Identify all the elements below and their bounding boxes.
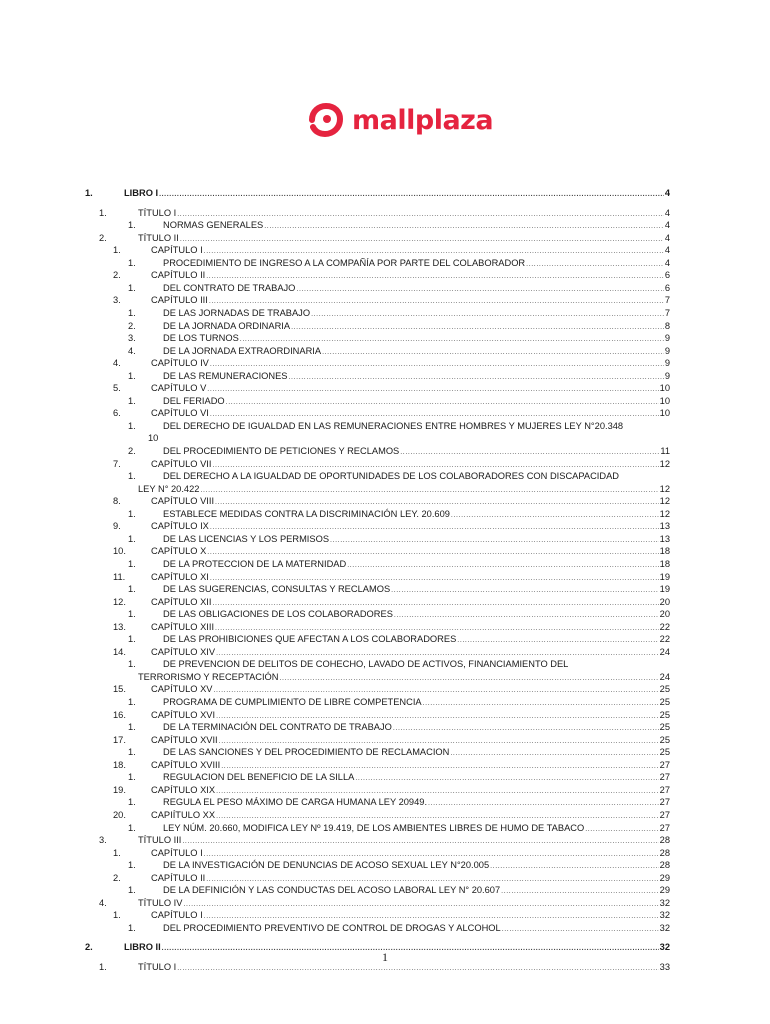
toc-entry-number: 9. — [113, 521, 121, 532]
dot-leader — [183, 899, 658, 910]
toc-entry-number: 2. — [128, 446, 136, 456]
dot-leader — [226, 397, 659, 408]
toc-entry-page: 13 — [659, 521, 670, 532]
toc-entry-page: 7 — [664, 295, 670, 306]
toc-entry-title: LIBRO II — [124, 942, 161, 953]
toc-entry-title: CAPÍTULO XIII — [151, 621, 215, 632]
page-number: 1 — [382, 950, 388, 964]
toc-entry-page: 11 — [660, 446, 670, 456]
dot-leader — [200, 485, 658, 496]
dot-leader — [159, 189, 664, 200]
dot-leader — [207, 547, 658, 558]
toc-entry-title: CAPÍTULO IX — [151, 521, 209, 532]
toc-entry[interactable] — [163, 332, 670, 345]
toc-entry-title: DE LAS LICENCIAS Y LOS PERMISOS — [163, 533, 330, 544]
toc-entry-number: 1. — [113, 245, 121, 256]
toc-entry-number: 13. — [113, 621, 126, 632]
toc-entry[interactable] — [163, 633, 670, 646]
dot-leader — [213, 685, 658, 696]
toc-entry[interactable] — [151, 545, 670, 558]
dot-leader — [296, 284, 663, 295]
toc-entry-page: 4 — [664, 257, 670, 268]
toc-entry[interactable] — [124, 187, 670, 200]
toc-entry-page: 6 — [664, 282, 670, 293]
toc-entry-title: CAPÍTULO I — [151, 910, 203, 921]
toc-entry-number: 8. — [113, 496, 121, 507]
toc-entry-page: 10 — [659, 408, 670, 419]
toc-entry-title: DE LA JORNADA EXTRAORDINARIA — [163, 345, 322, 356]
toc-entry-title: CAPÍTULO XVI — [151, 709, 216, 720]
toc-entry-page: 33 — [659, 962, 670, 972]
toc-entry[interactable] — [138, 207, 670, 220]
dot-leader — [221, 761, 658, 772]
toc-entry-title: DEL DERECHO A LA IGUALDAD DE OPORTUNIDADES DE LOS COLABORADORES CON DISCAPACIDAD — [163, 471, 620, 482]
toc-entry-number: 5. — [113, 383, 121, 394]
toc-entry-title: DEL PROCEDIMIENTO DE PETICIONES Y RECLAMOS — [163, 446, 400, 456]
dot-leader — [526, 259, 664, 270]
toc-entry-title: CAPÍTULO I — [151, 847, 203, 858]
toc-entry-page: 4 — [664, 220, 670, 231]
toc-entry[interactable] — [151, 621, 670, 634]
toc-entry[interactable] — [163, 420, 670, 433]
toc-entry-number: 1. — [113, 910, 121, 921]
toc-entry-page: 10 — [659, 383, 670, 394]
dot-leader — [210, 359, 664, 370]
toc-entry-title: PROGRAMA DE CUMPLIMIENTO DE LIBRE COMPETENCIA — [163, 697, 422, 707]
dot-leader — [209, 296, 664, 307]
toc-entry-title: CAPÍTULO II — [151, 872, 206, 883]
dot-leader — [216, 811, 659, 822]
toc-entry-title: TÍTULO I — [138, 962, 177, 972]
toc-entry[interactable] — [163, 721, 670, 734]
toc-entry[interactable] — [138, 897, 670, 910]
toc-entry-title: DE PREVENCION DE DELITOS DE COHECHO, LAVADO DE ACTIVOS, FINANCIAMIENTO DEL — [163, 659, 569, 670]
dot-leader — [280, 673, 659, 684]
toc-entry[interactable] — [163, 257, 670, 270]
toc-entry-page: 18 — [659, 558, 670, 569]
toc-entry-title: TÍTULO III — [138, 835, 182, 846]
toc-entry-number: 11. — [113, 571, 126, 582]
dot-leader — [240, 334, 664, 345]
dot-leader — [216, 711, 659, 722]
toc-entry-title: TÍTULO IV — [138, 897, 183, 908]
toc-entry-title: CAPÍTULO XV — [151, 684, 213, 695]
toc-entry-title: DE LA DEFINICIÓN Y LAS CONDUCTAS DEL ACOSO LABORAL LEY N° 20.607 — [163, 885, 501, 896]
toc-entry-number: 2. — [85, 942, 93, 953]
toc-entry[interactable] — [151, 784, 670, 797]
toc-entry[interactable] — [163, 558, 670, 571]
toc-entry-title: REGULA EL PESO MÁXIMO DE CARGA HUMANA LEY 20949. — [163, 797, 428, 808]
dot-leader — [204, 246, 664, 257]
toc-entry-title: DEL DERECHO DE IGUALDAD EN LAS REMUNERACIONES ENTRE HOMBRES Y MUJERES LEY N°20.348 — [163, 420, 624, 431]
toc-entry-title: DE LA INVESTIGACIÓN DE DENUNCIAS DE ACOSO SEXUAL LEY N°20.005 — [163, 860, 490, 871]
dot-leader — [210, 409, 659, 420]
toc-entry-number: 1. — [128, 722, 136, 733]
toc-entry-page: 27 — [659, 772, 670, 783]
toc-entry-page: 24 — [659, 646, 670, 657]
toc-entry-title: CAPÍTULO I — [151, 245, 203, 256]
toc-entry-title: DE LAS JORNADAS DE TRABAJO — [163, 307, 311, 318]
toc-entry-number: 1. — [128, 508, 136, 519]
toc-entry-title: CAPÍTULO VI — [151, 408, 209, 419]
toc-entry-title: PROCEDIMIENTO DE INGRESO A LA COMPAÑÍA POR PARTE DEL COLABORADOR — [163, 257, 526, 268]
toc-entry-title: LIBRO I — [124, 188, 159, 198]
dot-leader — [177, 209, 664, 220]
toc-entry-number: 4. — [99, 897, 107, 908]
toc-entry-number: 1. — [99, 962, 107, 972]
toc-entry-number: 2. — [113, 872, 121, 883]
toc-entry-number: 1. — [128, 697, 136, 707]
toc-entry-number: 4. — [128, 345, 136, 356]
toc-entry-continuation[interactable] — [138, 483, 670, 496]
toc-entry-page: 10 — [659, 395, 670, 406]
toc-entry-number: 14. — [113, 646, 126, 657]
dot-leader — [330, 535, 659, 546]
toc-entry-page: 28 — [659, 835, 670, 846]
toc-entry[interactable] — [163, 696, 670, 709]
toc-entry-title: CAPÍTULO XI — [151, 571, 209, 582]
toc-entry[interactable] — [163, 219, 670, 232]
toc-entry-number: 1. — [128, 533, 136, 544]
toc-entry-number: 2. — [99, 232, 107, 243]
dot-leader — [264, 221, 664, 232]
toc-entry[interactable] — [151, 734, 670, 747]
toc-entry-continuation[interactable] — [148, 432, 670, 445]
toc-entry-title: DE LAS OBLIGACIONES DE LOS COLABORADORES — [163, 609, 393, 620]
toc-entry-title: CAPÍTULO X — [151, 546, 207, 557]
toc-entry[interactable] — [163, 320, 670, 333]
toc-entry[interactable] — [163, 307, 670, 320]
toc-entry-title: CAPÍTULO XII — [151, 596, 212, 607]
toc-entry-number: 1. — [128, 220, 136, 231]
toc-entry-title: DE LA JORNADA ORDINARIA — [163, 320, 291, 331]
toc-entry-number: 18. — [113, 759, 126, 770]
toc-entry-number: 4. — [113, 358, 121, 369]
toc-entry-number: 1. — [128, 860, 136, 871]
toc-entry-page: 28 — [659, 847, 670, 858]
toc-entry-page: 4 — [664, 232, 670, 243]
toc-entry-title: DEL FERIADO — [163, 395, 225, 406]
dot-leader — [215, 623, 659, 634]
dot-leader — [212, 460, 658, 471]
dot-leader — [204, 911, 659, 922]
toc-entry-number: 19. — [113, 784, 126, 795]
toc-entry-page: 25 — [659, 747, 670, 758]
toc-entry-number: 1. — [128, 471, 136, 482]
dot-leader — [210, 522, 659, 533]
toc-entry-page: 32 — [659, 922, 670, 933]
dot-leader — [502, 924, 659, 935]
toc-entry-page: 32 — [659, 897, 670, 908]
toc-entry[interactable] — [151, 571, 670, 584]
toc-entry-title: DE LA PROTECCION DE LA MATERNIDAD — [163, 558, 347, 569]
toc-entry-number: 1. — [99, 207, 107, 218]
toc-entry[interactable] — [163, 470, 670, 483]
toc-entry-title: TÍTULO I — [138, 207, 177, 218]
toc-entry-number: 7. — [113, 458, 121, 469]
dot-leader — [400, 447, 659, 458]
toc-entry-title-continued: 10 — [148, 433, 159, 444]
toc-entry-page: 20 — [659, 596, 670, 607]
toc-entry[interactable] — [151, 495, 670, 508]
toc-entry[interactable] — [151, 407, 670, 420]
toc-entry-number: 3. — [113, 295, 121, 306]
toc-entry-number: 2. — [128, 320, 136, 331]
toc-entry[interactable] — [151, 759, 670, 772]
toc-entry-page: 9 — [664, 333, 670, 344]
toc-entry[interactable] — [151, 683, 670, 696]
toc-entry[interactable] — [151, 909, 670, 922]
dot-leader — [501, 886, 659, 897]
toc-entry-page: 20 — [659, 609, 670, 620]
toc-entry[interactable] — [163, 658, 670, 671]
toc-entry[interactable] — [163, 608, 670, 621]
toc-entry-title: LEY NÚM. 20.660, MODIFICA LEY Nº 19.419, DE LOS AMBIENTES LIBRES DE HUMO DE TABACO — [163, 822, 585, 833]
toc-entry-title: NORMAS GENERALES — [163, 220, 264, 231]
toc-entry-page: 27 — [659, 809, 670, 820]
dot-leader — [212, 598, 658, 609]
dot-leader — [206, 874, 658, 885]
toc-entry[interactable] — [151, 458, 670, 471]
toc-entry-page: 4 — [664, 245, 670, 256]
dot-leader — [180, 234, 664, 245]
dot-leader — [585, 824, 658, 835]
dot-leader — [206, 271, 664, 282]
toc-entry[interactable] — [163, 822, 670, 835]
dot-leader — [311, 309, 664, 320]
toc-entry-title: CAPIÍTULO XX — [151, 809, 216, 820]
toc-entry-page: 9 — [664, 345, 670, 356]
toc-entry-number: 1. — [128, 420, 136, 431]
toc-entry-page: 24 — [659, 671, 670, 682]
toc-entry-number: 1. — [113, 847, 121, 858]
toc-entry-page: 7 — [664, 307, 670, 318]
dot-leader — [347, 560, 658, 571]
toc-entry-page: 18 — [659, 546, 670, 557]
toc-entry[interactable] — [163, 859, 670, 872]
dot-leader — [490, 861, 659, 872]
toc-entry[interactable] — [151, 809, 670, 822]
dot-leader — [182, 836, 658, 847]
toc-entry[interactable] — [163, 771, 670, 784]
toc-entry-page: 29 — [659, 872, 670, 883]
toc-entry-page: 12 — [659, 508, 670, 519]
mallplaza-mark-icon — [306, 102, 346, 138]
toc-entry[interactable] — [163, 282, 670, 295]
toc-entry-page: 6 — [664, 270, 670, 281]
toc-entry-number: 1. — [128, 558, 136, 569]
toc-entry-page: 25 — [659, 684, 670, 695]
toc-entry-number: 20. — [113, 809, 126, 820]
toc-entry-page: 4 — [664, 188, 670, 198]
toc-entry-number: 1. — [128, 609, 136, 620]
toc-entry-title: DE LAS SUGERENCIAS, CONSULTAS Y RECLAMOS — [163, 584, 391, 595]
toc-entry[interactable] — [163, 583, 670, 596]
dot-leader — [394, 610, 659, 621]
toc-entry-number: 3. — [128, 333, 136, 344]
toc-entry-number: 1. — [128, 922, 136, 933]
toc-entry-title: CAPÍTULO V — [151, 383, 207, 394]
dot-leader — [423, 698, 659, 709]
toc-entry-number: 2. — [113, 270, 121, 281]
toc-entry-page: 19 — [659, 571, 670, 582]
dot-leader — [219, 736, 659, 747]
toc-entry[interactable] — [163, 395, 670, 408]
toc-entry[interactable] — [151, 520, 670, 533]
toc-entry-number: 1. — [128, 370, 136, 381]
dot-leader — [291, 322, 664, 333]
toc-entry-number: 1. — [128, 395, 136, 406]
toc-entry-page: 9 — [664, 370, 670, 381]
toc-entry-page: 27 — [659, 759, 670, 770]
toc-entry[interactable] — [138, 834, 670, 847]
toc-entry-number: 1. — [128, 822, 136, 833]
toc-entry-title: DE LA TERMINACIÓN DEL CONTRATO DE TRABAJO — [163, 722, 392, 733]
toc-entry[interactable] — [163, 508, 670, 521]
toc-entry-number: 15. — [113, 684, 126, 695]
brand-name: mallplaza — [352, 104, 494, 136]
toc-entry-title: REGULACION DEL BENEFICIO DE LA SILLA — [163, 772, 355, 783]
toc-entry-number: 16. — [113, 709, 126, 720]
toc-entry-title: DEL CONTRATO DE TRABAJO — [163, 282, 296, 293]
dot-leader — [391, 585, 659, 596]
toc-entry-page: 22 — [659, 621, 670, 632]
toc-entry-page: 27 — [659, 784, 670, 795]
toc-entry-page: 22 — [659, 634, 670, 645]
toc-entry-page: 29 — [659, 885, 670, 896]
toc-entry[interactable] — [151, 382, 670, 395]
toc-entry-number: 1. — [128, 584, 136, 595]
dot-leader — [450, 748, 658, 759]
toc-entry-title-continued: TERRORISMO Y RECEPTACIÓN — [138, 671, 279, 682]
dot-leader — [204, 849, 659, 860]
toc-entry[interactable] — [163, 445, 670, 458]
dot-leader — [210, 573, 659, 584]
toc-entry[interactable] — [151, 847, 670, 860]
toc-entry-title: CAPÍTULO IV — [151, 358, 209, 369]
toc-entry-page: 12 — [659, 496, 670, 507]
toc-entry-number: 1. — [128, 772, 136, 783]
toc-entry-page: 25 — [659, 722, 670, 733]
toc-entry[interactable] — [151, 269, 670, 282]
toc-entry[interactable] — [138, 232, 670, 245]
dot-leader — [207, 384, 658, 395]
toc-entry[interactable] — [151, 646, 670, 659]
toc-entry-page: 8 — [664, 320, 670, 331]
toc-entry[interactable] — [163, 345, 670, 358]
mallplaza-logo — [306, 100, 496, 140]
toc-entry[interactable] — [163, 370, 670, 383]
toc-entry[interactable] — [151, 872, 670, 885]
toc-entry-title: CAPÍTULO XIX — [151, 784, 216, 795]
toc-entry-page: 32 — [659, 942, 670, 953]
toc-entry-page: 13 — [659, 533, 670, 544]
toc-entry-page: 27 — [659, 797, 670, 808]
toc-entry-number: 3. — [99, 835, 107, 846]
toc-entry-number: 1. — [128, 634, 136, 645]
dot-leader — [216, 786, 659, 797]
toc-entry-title: CAPÍTULO XVII — [151, 734, 218, 745]
dot-leader — [289, 372, 664, 383]
dot-leader — [428, 798, 659, 809]
toc-entry-number: 17. — [113, 734, 126, 745]
toc-entry-number: 1. — [85, 188, 93, 198]
toc-entry-title-continued: LEY N° 20.422 — [138, 483, 200, 494]
toc-entry-number: 1. — [128, 747, 136, 758]
toc-entry[interactable] — [151, 357, 670, 370]
toc-entry-number: 1. — [128, 307, 136, 318]
toc-entry-number: 12. — [113, 596, 126, 607]
toc-entry-title: CAPÍTULO XVIII — [151, 759, 221, 770]
toc-entry[interactable] — [163, 533, 670, 546]
toc-entry-page: 25 — [659, 709, 670, 720]
toc-entry[interactable] — [151, 244, 670, 257]
toc-entry-title: CAPÍTULO XIV — [151, 646, 216, 657]
toc-entry-title: CAPÍTULO VIII — [151, 496, 215, 507]
toc-entry-title: CAPÍTULO VII — [151, 458, 212, 469]
toc-entry[interactable] — [163, 922, 670, 935]
toc-entry[interactable] — [163, 746, 670, 759]
toc-entry-title: CAPÍTULO III — [151, 295, 208, 306]
toc-entry-page: 25 — [659, 697, 670, 707]
dot-leader — [355, 773, 658, 784]
toc-entry-title: DE LAS PROHIBICIONES QUE AFECTAN A LOS COLABORADORES — [163, 634, 457, 645]
toc-entry-continuation[interactable] — [138, 671, 670, 684]
toc-entry-page: 12 — [659, 483, 670, 494]
toc-entry-page: 25 — [659, 734, 670, 745]
toc-entry-number: 6. — [113, 408, 121, 419]
toc-entry[interactable] — [151, 294, 670, 307]
toc-entry-title: DE LAS REMUNERACIONES — [163, 370, 288, 381]
toc-entry-number: 1. — [128, 282, 136, 293]
toc-entry-number: 1. — [128, 885, 136, 896]
toc-entry-page: 9 — [664, 358, 670, 369]
toc-entry-title: ESTABLECE MEDIDAS CONTRA LA DISCRIMINACIÓN LEY. 20.609 — [163, 508, 450, 519]
toc-entry-page: 4 — [664, 207, 670, 218]
dot-leader — [457, 635, 658, 646]
toc-entry[interactable] — [163, 884, 670, 897]
toc-entry-title: TÍTULO II — [138, 232, 179, 243]
dot-leader — [216, 648, 659, 659]
toc-entry-page: 28 — [659, 860, 670, 871]
toc-entry[interactable] — [163, 796, 670, 809]
toc-entry-number: 10. — [113, 546, 126, 557]
toc-entry-page: 19 — [659, 584, 670, 595]
dot-leader — [322, 347, 664, 358]
toc-entry[interactable] — [151, 709, 670, 722]
toc-entry-title: CAPÍTULO II — [151, 270, 206, 281]
dot-leader — [451, 510, 659, 521]
toc-entry-number: 1. — [128, 257, 136, 268]
dot-leader — [215, 497, 659, 508]
toc-entry-title: DE LAS SANCIONES Y DEL PROCEDIMIENTO DE RECLAMACION — [163, 747, 450, 758]
toc-entry-number: 1. — [128, 659, 136, 670]
toc-entry-number: 1. — [128, 797, 136, 808]
toc-entry-title: DEL PROCEDIMIENTO PREVENTIVO DE CONTROL DE DROGAS Y ALCOHOL — [163, 922, 501, 933]
dot-leader — [393, 723, 659, 734]
toc-entry-title: DE LOS TURNOS — [163, 333, 239, 344]
toc-entry[interactable] — [151, 596, 670, 609]
toc-entry-page: 32 — [659, 910, 670, 921]
toc-entry-page: 12 — [659, 458, 670, 469]
toc-entry-page: 27 — [659, 822, 670, 833]
